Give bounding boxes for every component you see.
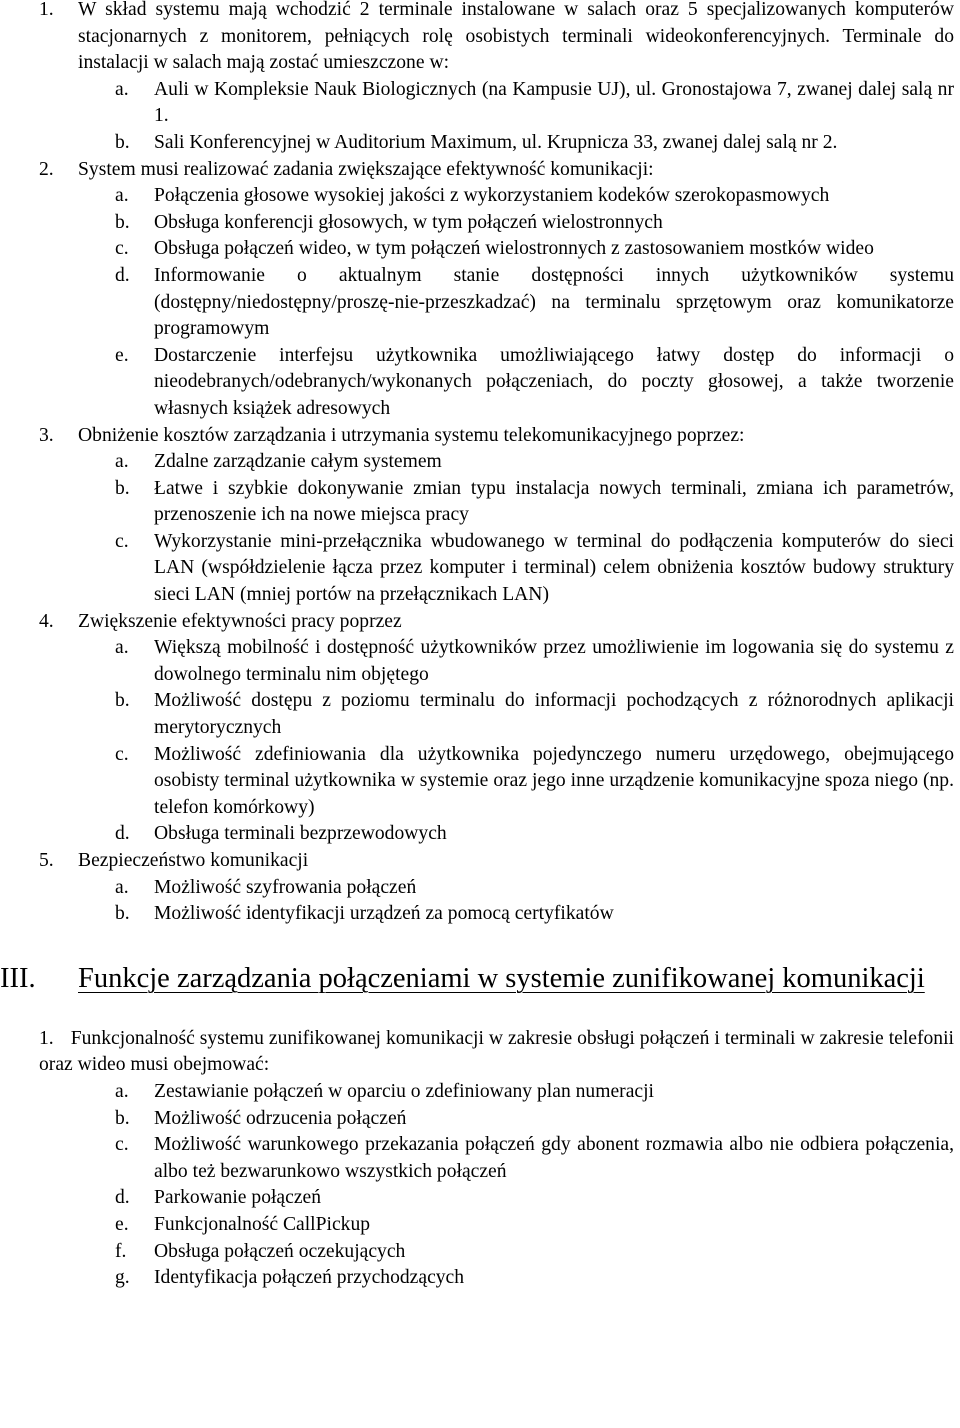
- list-subitem: [0, 210, 960, 237]
- list-marker: a.: [115, 78, 129, 100]
- list-item-text: Informowanie o aktualnym stanie dostępności innych użytkowników systemu (dostępny/niedostępny/proszę-nie-przeszkadzać) na terminalu sprzętowym oraz komunikatorze programowym: [154, 264, 954, 340]
- list-subitem: [0, 236, 960, 263]
- list-item-text: Możliwość zdefiniowania dla użytkownika pojedynczego numeru urzędowego, obejmującego osobisty terminal użytkownika w systemie oraz jego inne urządzenie komunikacyjne spoza niego (np. telefon komórkowy): [154, 743, 954, 818]
- list-marker: e.: [115, 344, 129, 366]
- list-marker: 1.: [39, 1027, 54, 1049]
- list-subitem: [0, 263, 960, 343]
- list-marker: b.: [115, 1107, 130, 1129]
- list-marker: 4.: [39, 610, 54, 632]
- list-marker: a.: [115, 876, 129, 898]
- list-item-text: Możliwość warunkowego przekazania połączeń gdy abonent rozmawia albo nie odbiera połączenia, albo też bezwarunkowo wszystkich połączeń: [154, 1134, 954, 1182]
- list-marker: b.: [115, 690, 130, 712]
- list-subitem: [0, 130, 960, 157]
- list-subitem: [0, 1079, 960, 1106]
- list-subitem: [0, 343, 960, 423]
- list-marker: a.: [115, 451, 129, 473]
- list-item-text: Możliwość szyfrowania połączeń: [154, 876, 417, 898]
- list-marker: e.: [115, 1213, 129, 1235]
- section-heading: [0, 960, 960, 998]
- list-subitem: [0, 1132, 960, 1185]
- list-item-text: Możliwość identyfikacji urządzeń za pomocą certyfikatów: [154, 903, 614, 925]
- list-item-text: Sali Konferencyjnej w Auditorium Maximum, ul. Krupnicza 33, zwanej dalej salą nr 2.: [154, 131, 838, 153]
- list-marker: c.: [115, 238, 129, 260]
- list-subitem: [0, 449, 960, 476]
- list-subitem: [0, 688, 960, 741]
- list-marker: a.: [115, 637, 129, 659]
- list-item: [0, 157, 960, 184]
- list-item-text: Łatwe i szybkie dokonywanie zmian typu instalacja nowych terminali, zmiana ich parametrów, przenoszenie ich na nowe miejsca pracy: [154, 477, 954, 526]
- list-marker: a.: [115, 185, 129, 207]
- list-item-text: Zwiększenie efektywności pracy poprzez: [78, 610, 402, 632]
- list-item-text: Obsługa połączeń oczekujących: [154, 1240, 406, 1262]
- list-marker: f.: [115, 1240, 127, 1262]
- list-item-text: Możliwość dostępu z poziomu terminalu do informacji pochodzących z różnorodnych aplikacji merytorycznych: [154, 690, 954, 739]
- list-marker: d.: [115, 823, 130, 845]
- list-subitem: [0, 183, 960, 210]
- list-marker: 3.: [39, 424, 54, 446]
- list-subitem: [0, 901, 960, 928]
- list-item-text: Zestawianie połączeń w oparciu o zdefiniowany plan numeracji: [154, 1080, 654, 1102]
- list-item-text: Obsługa terminali bezprzewodowych: [154, 823, 447, 845]
- list-marker: 2.: [39, 158, 54, 180]
- list-subitem: [0, 476, 960, 529]
- list-item-text: Funkcjonalność CallPickup: [154, 1213, 371, 1235]
- list-marker: 5.: [39, 850, 54, 871]
- list-item: [0, 609, 960, 636]
- list-item-text: Auli w Kompleksie Nauk Biologicznych (na Kampusie UJ), ul. Gronostajowa 7, zwanej dalej salą nr 1.: [154, 78, 954, 127]
- section-number: III.: [0, 962, 36, 994]
- list-item-text: Bezpieczeństwo komunikacji: [78, 850, 309, 871]
- list-item-text: System musi realizować zadania zwiększające efektywność komunikacji:: [78, 158, 654, 180]
- list-item-text: Parkowanie połączeń: [154, 1187, 322, 1209]
- list-subitem: [0, 77, 960, 130]
- list-item-text: Możliwość odrzucenia połączeń: [154, 1107, 407, 1129]
- list-item-text: Obsługa konferencji głosowych, w tym połączeń wielostronnych: [154, 211, 663, 233]
- list-marker: b.: [115, 211, 130, 233]
- list-item-text: Wykorzystanie mini-przełącznika wbudowanego w terminal do podłączenia komputerów do sieci LAN (współdzielenie łącza przez komputer i terminal) celem obniżenia kosztów budowy struktury sieci LAN (mniej portów na przełącznikach LAN): [154, 530, 954, 606]
- list-subitem: [0, 529, 960, 609]
- list-marker: g.: [115, 1267, 130, 1289]
- list-item-text: Obniżenie kosztów zarządzania i utrzymania systemu telekomunikacyjnego poprzez:: [78, 424, 745, 446]
- list-marker: b.: [115, 903, 130, 925]
- list-item: [0, 0, 960, 77]
- list-marker: c.: [115, 530, 129, 552]
- list-marker: d.: [115, 1187, 130, 1209]
- list-subitem: [0, 1265, 960, 1292]
- list-subitem: [0, 1212, 960, 1239]
- section-intro: [0, 1026, 960, 1079]
- list-item-text: W skład systemu mają wchodzić 2 terminale instalowane w salach oraz 5 specjalizowanych komputerów stacjonarnych z monitorem, pełniących rolę osobistych terminali wideokonferencyjnych. Terminale do instalacji w salach mają zostać umieszczone w:: [78, 0, 954, 74]
- list-marker: b.: [115, 131, 130, 153]
- list-item-text: Zdalne zarządzanie całym systemem: [154, 451, 442, 473]
- list-subitem: [0, 1239, 960, 1266]
- list-subitem: [0, 1185, 960, 1212]
- list-item-text: Połączenia głosowe wysokiej jakości z wykorzystaniem kodeków szerokopasmowych: [154, 185, 830, 207]
- section-intro-text: Funkcjonalność systemu zunifikowanej komunikacji w zakresie obsługi połączeń i terminali w zakresie telefonii oraz wideo musi obejmować:: [39, 1027, 954, 1076]
- list-item: [0, 423, 960, 450]
- list-item-text: Identyfikacja połączeń przychodzących: [154, 1267, 465, 1289]
- list-marker: c.: [115, 743, 129, 765]
- list-subitem: [0, 875, 960, 902]
- list-marker: c.: [115, 1134, 129, 1156]
- list-marker: 1.: [39, 0, 54, 20]
- list-item-text: Dostarczenie interfejsu użytkownika umożliwiającego łatwy dostęp do informacji o nieodebranych/odebranych/wykonanych połączeniach, do poczty głosowej, a także tworzenie własnych książek adresowych: [154, 344, 954, 419]
- section-title: Funkcje zarządzania połączeniami w systemie zunifikowanej komunikacji: [78, 962, 925, 994]
- list-item-text: Obsługa połączeń wideo, w tym połączeń wielostronnych z zastosowaniem mostków wideo: [154, 238, 874, 260]
- list-item-text: Większą mobilność i dostępność użytkowników przez umożliwienie im logowania się do systemu z dowolnego terminalu nim objętego: [154, 637, 954, 685]
- list-subitem: [0, 635, 960, 688]
- list-marker: d.: [115, 264, 130, 286]
- list-subitem: [0, 821, 960, 848]
- list-marker: a.: [115, 1080, 129, 1102]
- list-marker: b.: [115, 477, 130, 499]
- list-subitem: [0, 742, 960, 822]
- list-item: [0, 848, 960, 875]
- list-subitem: [0, 1106, 960, 1133]
